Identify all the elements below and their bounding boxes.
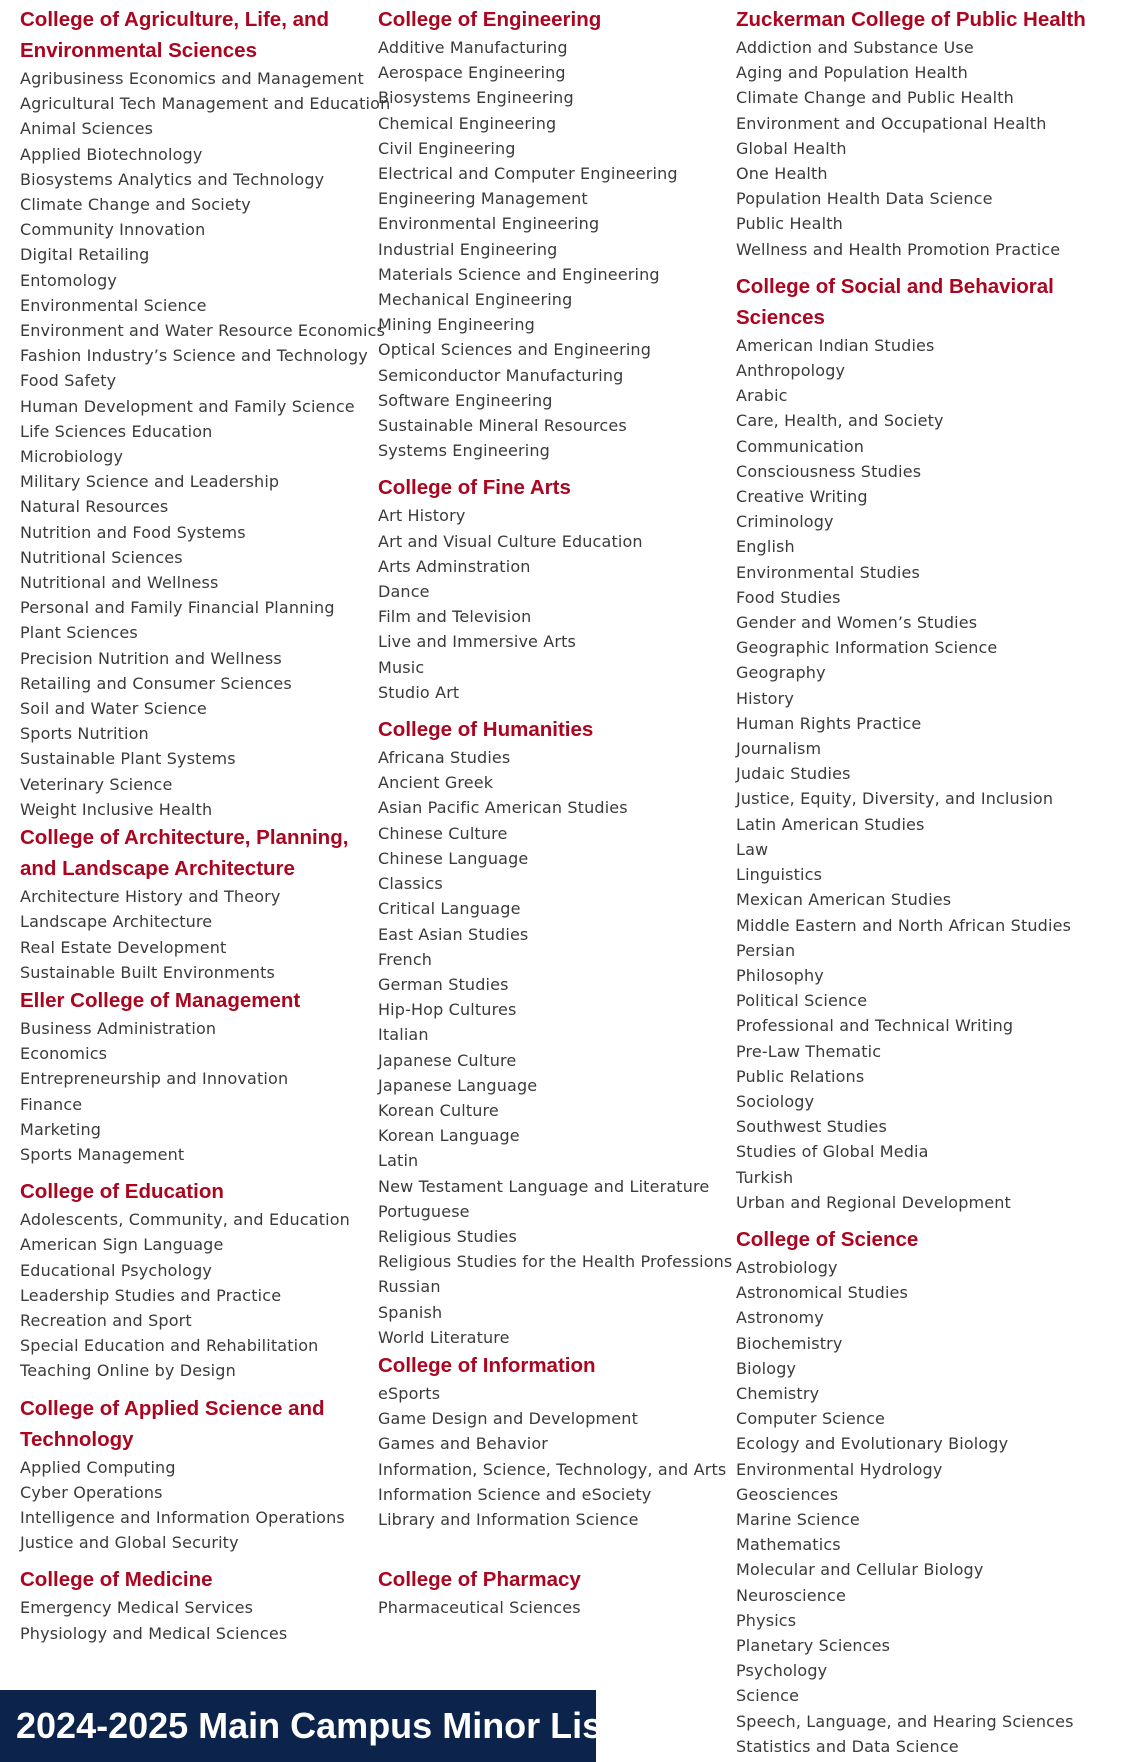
minor-item: Korean Language [378,1126,520,1146]
minor-item: Systems Engineering [378,441,550,461]
minor-item: Geosciences [736,1484,839,1504]
minor-item: Asian Pacific American Studies [378,798,628,818]
minor-item: Personal and Family Financial Planning [20,598,335,618]
minor-item: Veterinary Science [20,774,173,794]
minor-item: World Literature [378,1327,510,1347]
college-section [378,4,723,463]
minor-item: Life Sciences Education [20,421,213,441]
college-section [736,1224,1131,1759]
minor-item: Pre-Law Thematic [736,1041,882,1061]
minor-item: Agricultural Tech Management and Education [20,94,391,114]
minor-item: Italian [378,1025,429,1045]
minor-item: Aging and Population Health [736,63,968,83]
minor-item: Live and Immersive Arts [378,632,577,652]
minor-item: Food Studies [736,587,841,607]
minor-item: Hip-Hop Cultures [378,1000,517,1020]
minor-item: Military Science and Leadership [20,472,280,492]
minor-list [378,745,733,1350]
minor-item: French [378,949,433,969]
minor-item: Spanish [378,1302,443,1322]
minor-item: Studio Art [378,682,460,702]
minor-item: Marine Science [736,1509,860,1529]
college-section [736,271,1131,1215]
minor-item: Communication [736,436,865,456]
minor-item: Addiction and Substance Use [736,38,974,57]
minor-item: Educational Psychology [20,1260,213,1280]
minor-item: Planetary Sciences [736,1635,891,1655]
minor-item: Environmental Hydrology [736,1459,943,1479]
minor-item: Real Estate Development [20,937,227,957]
minor-item: Additive Manufacturing [378,38,568,57]
college-heading: Zuckerman College of Public Health [736,8,1086,31]
minor-item: Chemical Engineering [378,113,557,133]
minor-item: Criminology [736,512,834,532]
minor-item: Retailing and Consumer Sciences [20,673,292,693]
minor-item: German Studies [378,974,509,994]
minor-item: Chinese Language [378,848,529,868]
college-heading: College of Fine Arts [378,476,571,500]
minor-item: Critical Language [378,899,521,919]
minor-item: Environmental Engineering [378,214,600,234]
minor-item: Pharmaceutical Sciences [378,1598,581,1618]
minor-item: Mechanical Engineering [378,290,573,310]
minor-item: Information Science and eSociety [378,1484,652,1504]
minor-item: Creative Writing [736,487,868,507]
minor-item: Library and Information Science [378,1509,639,1529]
minor-item: Korean Culture [378,1100,499,1120]
minor-item: One Health [736,164,828,184]
minor-item: Finance [20,1094,83,1114]
minor-item: Care, Health, and Society [736,411,944,431]
college-heading: College of Social and Behavioral Sciences [736,274,1054,329]
minor-item: Agribusiness Economics and Management [20,69,364,88]
minor-item: Consciousness Studies [736,461,922,481]
minor-item: Religious Studies [378,1226,517,1246]
minor-item: Statistics and Data Science [736,1736,959,1756]
minor-item: Biosystems Engineering [378,88,574,108]
minor-item: Natural Resources [20,497,169,517]
minor-item: History [736,688,794,708]
minor-item: Sociology [736,1091,815,1111]
minor-item: Digital Retailing [20,245,150,265]
minor-item: East Asian Studies [378,924,529,944]
minor-item: Community Innovation [20,220,206,240]
minor-item: Wellness and Health Promotion Practice [736,239,1061,259]
minor-item: Fashion Industry’s Science and Technology [20,346,368,366]
college-heading: College of Pharmacy [378,1568,581,1592]
minor-list [736,333,1131,1215]
minor-item: Latin American Studies [736,814,925,834]
minor-item: Aerospace Engineering [378,63,566,83]
minor-item: Recreation and Sport [20,1310,192,1330]
college-heading: Eller College of Management [20,988,301,1012]
minor-item: Sustainable Plant Systems [20,749,236,769]
minor-item: Information, Science, Technology, and Arts [378,1459,727,1479]
minor-item: Leadership Studies and Practice [20,1285,282,1305]
college-section [378,1350,727,1532]
college-section [378,472,723,705]
minor-item: Applied Biotechnology [20,144,203,164]
minor-item: Industrial Engineering [378,239,558,259]
college-section [736,4,1131,262]
minor-list [20,1595,365,1645]
minor-item: Political Science [736,991,868,1011]
minor-item: Climate Change and Public Health [736,88,1014,108]
minor-item: Adolescents, Community, and Education [20,1210,350,1230]
minor-item: Mathematics [736,1535,841,1555]
minor-item: Arabic [736,386,788,406]
minor-item: Mining Engineering [378,315,535,335]
college-heading: College of Applied Science and Technology [20,1396,325,1451]
minor-list [20,884,365,985]
minor-item: English [736,537,795,557]
minor-item: Microbiology [20,447,124,467]
minor-item: Southwest Studies [736,1117,888,1137]
minor-item: Civil Engineering [378,138,516,158]
minor-item: Philosophy [736,965,824,985]
minor-list [378,1381,727,1532]
column-right [736,4,1131,1759]
minor-item: Biosystems Analytics and Technology [20,169,325,189]
minor-item: Studies of Global Media [736,1142,929,1162]
minor-item: Sports Nutrition [20,724,149,744]
minor-list [378,503,723,705]
minor-item: Judaic Studies [736,764,851,784]
minor-item: Gender and Women’s Studies [736,613,978,633]
minor-item: Astronomy [736,1308,824,1328]
minor-item: Climate Change and Society [20,195,251,215]
minor-item: Religious Studies for the Health Professions [378,1252,733,1272]
minor-item: Sports Management [20,1144,185,1164]
minor-item: Nutritional and Wellness [20,573,219,593]
college-section [20,1176,365,1383]
minor-item: Portuguese [378,1201,470,1221]
minor-item: Anthropology [736,361,846,381]
minor-item: Public Health [736,214,843,234]
minor-item: Global Health [736,138,847,158]
minor-item: Physics [736,1610,797,1630]
minor-list [20,1455,365,1556]
college-heading: College of Science [736,1227,919,1251]
minor-item: Environment and Water Resource Economics [20,321,386,341]
page-title: 2024-2025 Main Campus Minor List [16,1705,615,1746]
minor-item: Mexican American Studies [736,890,952,910]
minor-item: Nutritional Sciences [20,547,183,567]
minor-item: Sustainable Built Environments [20,962,275,982]
minor-item: Teaching Online by Design [20,1361,236,1381]
minor-item: Population Health Data Science [736,189,993,209]
minor-list [736,1255,1131,1759]
title-banner [0,1690,615,1762]
minor-item: Materials Science and Engineering [378,264,660,284]
minor-item: Animal Sciences [20,119,154,139]
minor-item: Special Education and Rehabilitation [20,1336,319,1356]
minor-item: Middle Eastern and North African Studies [736,915,1072,935]
minor-item: Latin [378,1151,419,1171]
college-heading: College of Engineering [378,8,602,31]
minor-item: Human Rights Practice [736,713,922,733]
college-section [20,1393,365,1556]
minor-item: Physiology and Medical Sciences [20,1623,288,1643]
column-middle [378,4,733,1620]
minor-item: Biology [736,1358,797,1378]
minor-item: Environmental Studies [736,562,921,582]
minor-item: Justice, Equity, Diversity, and Inclusion [736,789,1054,809]
minor-item: American Indian Studies [736,335,935,355]
minor-item: Molecular and Cellular Biology [736,1560,984,1580]
college-section [20,822,365,985]
minor-list [378,1595,723,1620]
minor-item: Software Engineering [378,390,553,410]
college-heading: College of Architecture, Planning, and Landscape Architecture [20,826,349,881]
minor-item: Entomology [20,270,118,290]
minor-item: Psychology [736,1661,828,1681]
minor-item: Astronomical Studies [736,1283,909,1303]
minor-item: American Sign Language [20,1235,224,1255]
minor-item: Precision Nutrition and Wellness [20,648,282,668]
minor-item: Environmental Science [20,295,207,315]
minor-item: Neuroscience [736,1585,846,1605]
minor-item: Weight Inclusive Health [20,799,213,819]
minor-list [736,35,1131,262]
college-section [20,1564,365,1645]
minor-item: Food Safety [20,371,117,391]
minor-item: Soil and Water Science [20,699,207,719]
minor-item: Cyber Operations [20,1482,163,1502]
minor-item: Intelligence and Information Operations [20,1507,345,1527]
minor-item: New Testament Language and Literature [378,1176,710,1196]
minor-list [378,35,723,463]
college-heading: College of Medicine [20,1568,213,1592]
minor-item: Plant Sciences [20,623,138,643]
minor-item: Art History [378,506,466,526]
minor-item: Film and Television [378,607,532,627]
college-section [378,1564,723,1620]
minor-item: Science [736,1686,800,1706]
minor-item: Speech, Language, and Hearing Sciences [736,1711,1074,1731]
minor-item: Sustainable Mineral Resources [378,416,627,436]
minor-item: Justice and Global Security [20,1533,239,1553]
minor-item: Ecology and Evolutionary Biology [736,1434,1009,1454]
minor-item: Persian [736,940,796,960]
minor-item: Economics [20,1044,108,1064]
minor-item: Semiconductor Manufacturing [378,365,624,385]
college-section [378,714,733,1350]
minor-item: Architecture History and Theory [20,887,281,907]
minor-item: Geography [736,663,826,683]
minor-item: Engineering Management [378,189,588,209]
minor-item: Entrepreneurship and Innovation [20,1069,289,1089]
minor-item: Electrical and Computer Engineering [378,164,678,184]
minor-item: Business Administration [20,1018,217,1038]
minor-item: Ancient Greek [378,773,494,793]
minor-item: Game Design and Development [378,1409,638,1429]
minor-list [20,1016,365,1167]
college-heading: College of Education [20,1180,224,1204]
column-left [20,4,391,1646]
minor-item: Art and Visual Culture Education [378,531,643,551]
minor-item: eSports [378,1383,441,1403]
college-section [20,985,365,1167]
minor-item: Law [736,839,769,859]
minor-item: Landscape Architecture [20,912,213,932]
minor-item: Dance [378,582,430,602]
minor-item: Astrobiology [736,1257,838,1277]
minor-item: Chinese Culture [378,823,508,843]
minor-item: Russian [378,1277,441,1297]
minor-item: Emergency Medical Services [20,1598,254,1618]
minor-item: Geographic Information Science [736,638,998,658]
minor-item: Environment and Occupational Health [736,113,1047,133]
minor-item: Turkish [736,1167,794,1187]
college-heading: College of Agriculture, Life, and Environmental Sciences [20,8,330,62]
minor-item: Marketing [20,1119,102,1139]
minor-item: Human Development and Family Science [20,396,355,416]
minor-item: Applied Computing [20,1457,176,1477]
minor-item: Professional and Technical Writing [736,1016,1014,1036]
minor-item: Arts Adminstration [378,556,531,576]
college-heading: College of Humanities [378,718,594,742]
minor-list [20,1207,365,1383]
minor-item: Nutrition and Food Systems [20,522,246,542]
minor-list [20,66,391,822]
minor-item: Chemistry [736,1383,820,1403]
minor-item: Journalism [736,739,822,759]
minor-item: Japanese Culture [378,1050,517,1070]
minor-item: Music [378,657,425,677]
minor-item: Public Relations [736,1066,865,1086]
minor-item: Biochemistry [736,1333,843,1353]
minor-item: Games and Behavior [378,1434,548,1454]
minor-item: Japanese Language [378,1075,538,1095]
minor-item: Optical Sciences and Engineering [378,340,652,360]
minor-item: Africana Studies [378,748,511,768]
college-heading: College of Information [378,1353,596,1377]
college-section [20,4,391,822]
minor-item: Linguistics [736,865,823,885]
minor-item: Computer Science [736,1409,886,1429]
minor-item: Urban and Regional Development [736,1192,1011,1212]
minor-item: Classics [378,874,443,894]
